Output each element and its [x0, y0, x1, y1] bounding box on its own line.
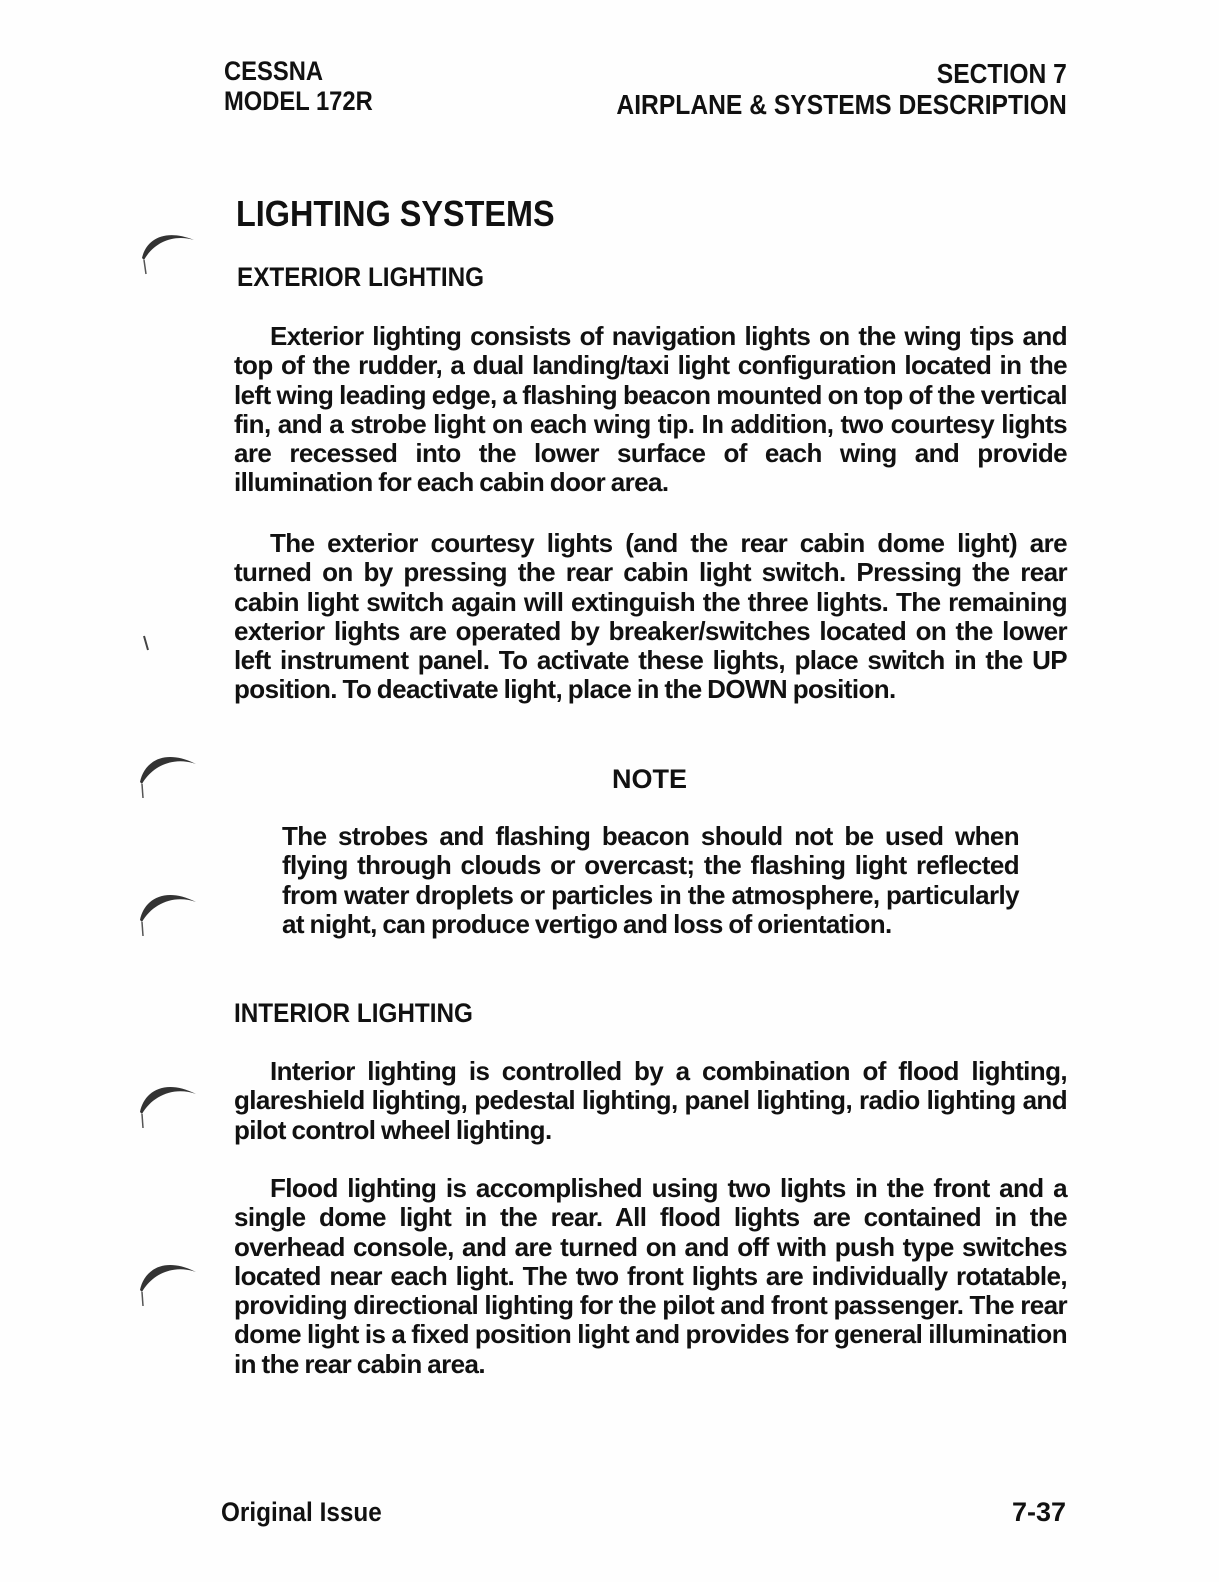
binder-hole-mark: [134, 626, 204, 686]
interior-lighting-heading: INTERIOR LIGHTING: [234, 998, 473, 1028]
binder-hole-mark: [134, 880, 204, 940]
binder-hole-mark: [134, 218, 204, 278]
footer-issue: Original Issue: [221, 1497, 382, 1527]
header-left: [224, 56, 373, 116]
exterior-paragraph-1: Exterior lighting consists of navigation lights on the wing tips and top of the rudder, a dual landing/taxi light configuration located in the left wing leading edge, a flashing beacon mounted on top of the vertical fin, and a strobe light on each wing tip. In addition, two courtesy lights are recessed into the lower surface of each wing and provide illumination for each cabin door area.: [234, 321, 1067, 498]
binder-hole-mark: [134, 1072, 204, 1132]
interior-paragraph-1: Interior lighting is controlled by a combination of flood lighting, glareshield lighting, pedestal lighting, panel lighting, radio lighting and pilot control wheel lighting.: [234, 1056, 1067, 1145]
note-text: The strobes and flashing beacon should not be used when flying through clouds or overcast; the flashing light reflected from water droplets or particles in the atmosphere, particularly at night, can produce vertigo and loss of orientation.: [282, 821, 1019, 939]
binder-hole-mark: [134, 742, 204, 802]
binder-hole-mark: [134, 1250, 204, 1310]
interior-paragraph-2: Flood lighting is accomplished using two lights in the front and a single dome light in the rear. All flood lights are contained in the overhead console, and are turned on and off with push type switches located near each light. The two front lights are individually rotatable, providing directional lighting for the pilot and front passenger. The rear dome light is a fixed position light and provides for general illumination in the rear cabin area.: [234, 1173, 1067, 1379]
header-right: [617, 58, 1067, 120]
page-title: LIGHTING SYSTEMS: [236, 193, 555, 234]
exterior-lighting-heading: EXTERIOR LIGHTING: [237, 262, 485, 292]
header-manufacturer: CESSNA: [224, 56, 324, 86]
page-number: 7-37: [1011, 1497, 1066, 1527]
note-heading: NOTE: [612, 764, 688, 794]
header-section: SECTION 7: [936, 58, 1067, 89]
header-model: MODEL 172R: [224, 86, 373, 116]
exterior-paragraph-2: The exterior courtesy lights (and the rear cabin dome light) are turned on by pressing the rear cabin light switch. Pressing the rear cabin light switch again will extinguish the three lights. The remaining exterior lights are operated by breaker/switches located on the lower left instrument panel. To activate these lights, place switch in the UP position. To deactivate light, place in the DOWN position.: [234, 528, 1067, 705]
header-section-title: AIRPLANE & SYSTEMS DESCRIPTION: [616, 89, 1067, 120]
